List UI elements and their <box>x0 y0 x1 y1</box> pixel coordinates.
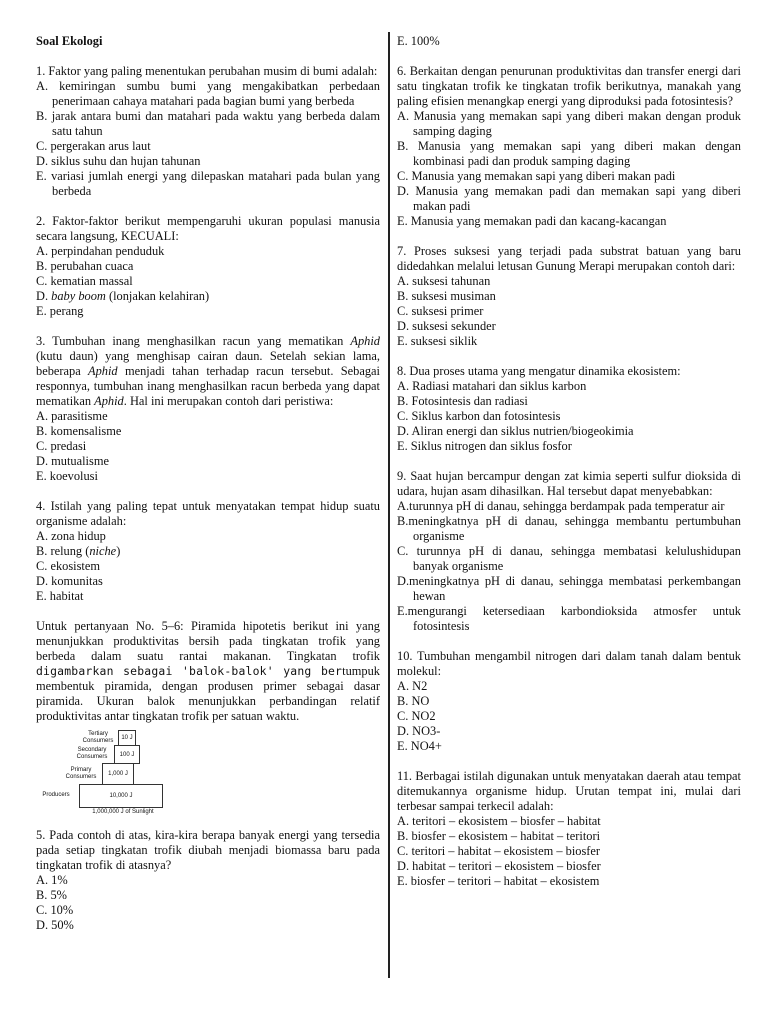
question-2-text: 2. Faktor-faktor berikut mempengaruhi ukuran populasi manusia secara langsung, KECUALI: <box>36 214 380 243</box>
question-6-option-d: D. Manusia yang memakan padi dan memakan sapi yang diberi makan padi <box>397 184 741 213</box>
question-9-option-c: C. turunnya pH di danau, sehingga membatasi kelulushidupan banyak organisme <box>397 544 741 573</box>
producers-block <box>79 784 163 808</box>
question-5-option-b: B. 5% <box>36 888 67 902</box>
question-2-option-c: C. kematian massal <box>36 274 133 288</box>
question-3-option-d: D. mutualisme <box>36 454 109 468</box>
question-8-option-e: E. Siklus nitrogen dan siklus fosfor <box>397 439 572 453</box>
question-11-option-d: D. habitat – teritori – ekosistem – biosfer <box>397 859 601 873</box>
question-10-option-a: A. N2 <box>397 679 428 693</box>
sunlight-label: 1,000,000 J of Sunlight <box>92 809 154 815</box>
secondary-consumers-block <box>114 745 140 764</box>
question-4-option-d: D. komunitas <box>36 574 103 588</box>
question-1-option-e: E. variasi jumlah energi yang dilepaskan matahari pada bulan yang berbeda <box>36 169 380 198</box>
question-2-option-b: B. perubahan cuaca <box>36 259 134 273</box>
question-6-option-b: B. Manusia yang memakan sapi yang diberi makan dengan kombinasi padi dan produk samping daging <box>397 139 741 168</box>
question-10-option-e: E. NO4+ <box>397 739 442 753</box>
question-11 <box>397 769 741 889</box>
tertiary-consumers-label: Tertiary Consumers <box>82 731 114 744</box>
question-4-option-a: A. zona hidup <box>36 529 106 543</box>
question-9 <box>397 469 741 634</box>
question-3-text: 3. Tumbuhan inang menghasilkan racun yang mematikan Aphid (kutu daun) yang menghisap cairan daun. Setelah sekian lama, beberapa Aphid menjadi tahan terhadap racun tersebut. Sebagai responnya, tumbuhan inang menghasilkan racun berbeda yang dapat mematikan Aphid. Hal ini merupakan contoh dari peristiwa: <box>36 334 380 408</box>
question-10 <box>397 649 741 754</box>
question-9-option-b: B.meningkatnya pH di danau, sehingga membantu pertumbuhan organisme <box>397 514 741 543</box>
tertiary-consumers-value: 10 J <box>121 735 133 741</box>
intro-5-6-text: Untuk pertanyaan No. 5–6: Piramida hipotetis berikut ini yang menunjukkan produktivitas bersih pada tingkatan trofik yang berbeda dalam suatu rantai makanan. Tingkatan trofik digambarkan sebagai 'balok-balok' yang bertumpuk membentuk piramida, dengan produsen primer sebagai dasar piramida. Ukuran balok menunjukkan perbandingan relatif produktivitas antar tingkatan trofik per satuan waktu. <box>36 619 380 723</box>
question-5-option-c: C. 10% <box>36 903 74 917</box>
question-8-option-a: A. Radiasi matahari dan siklus karbon <box>397 379 587 393</box>
page-title: Soal Ekologi <box>36 34 103 48</box>
question-7-option-e: E. suksesi siklik <box>397 334 478 348</box>
question-2 <box>36 214 380 319</box>
question-9-option-d: D.meningkatnya pH di danau, sehingga membatasi perkembangan hewan <box>397 574 741 603</box>
question-11-option-a: A. teritori – ekosistem – biosfer – habitat <box>397 814 601 828</box>
column-divider <box>388 32 390 978</box>
question-11-option-b: B. biosfer – ekosistem – habitat – teritori <box>397 829 601 843</box>
right-column <box>397 34 741 904</box>
producers-value: 10,000 J <box>109 793 133 799</box>
question-10-option-c: C. NO2 <box>397 709 436 723</box>
question-3-option-c: C. predasi <box>36 439 87 453</box>
primary-consumers-value: 1,000 J <box>108 771 128 777</box>
question-7-option-c: C. suksesi primer <box>397 304 484 318</box>
question-9-text: 9. Saat hujan bercampur dengan zat kimia seperti sulfur dioksida di udara, hujan asam dihasilkan. Hal tersebut dapat menyebabkan: <box>397 469 741 498</box>
question-8-option-d: D. Aliran energi dan siklus nutrien/biogeokimia <box>397 424 634 438</box>
question-1-option-c: C. pergerakan arus laut <box>36 139 151 153</box>
question-6-option-a: A. Manusia yang memakan sapi yang diberi makan dengan produk samping daging <box>397 109 741 138</box>
question-11-option-c: C. teritori – habitat – ekosistem – biosfer <box>397 844 601 858</box>
question-8-option-c: C. Siklus karbon dan fotosintesis <box>397 409 561 423</box>
question-3-option-b: B. komensalisme <box>36 424 122 438</box>
question-1-option-a: A. kemiringan sumbu bumi yang mengakibatkan perbedaan penerimaan cahaya matahari pada bagian bumi yang berbeda <box>36 79 380 108</box>
question-5-option-a: A. 1% <box>36 873 68 887</box>
energy-pyramid-figure <box>36 728 380 820</box>
question-10-text: 10. Tumbuhan mengambil nitrogen dari dalam tanah dalam bentuk molekul: <box>397 649 741 678</box>
question-6-text: 6. Berkaitan dengan penurunan produktivitas dan transfer energi dari satu tingkatan trofik ke tingkatan trofik berikutnya, manakah yang paling efisien menangkap energi yang diproduksi pada fotosintesis? <box>397 64 741 108</box>
question-2-option-a: A. perpindahan penduduk <box>36 244 165 258</box>
producers-label: Producers <box>42 792 70 798</box>
question-6-option-e: E. Manusia yang memakan padi dan kacang-kacangan <box>397 214 667 228</box>
tertiary-consumers-block <box>118 730 136 746</box>
question-8 <box>397 364 741 454</box>
question-1 <box>36 64 380 199</box>
question-5-text: 5. Pada contoh di atas, kira-kira berapa banyak energi yang tersedia pada setiap tingkatan trofik diubah menjadi biomassa baru pada tingkatan trofik di atasnya? <box>36 828 380 872</box>
secondary-consumers-label: Secondary Consumers <box>76 747 108 760</box>
question-7-option-a: A. suksesi tahunan <box>397 274 491 288</box>
question-4-text: 4. Istilah yang paling tepat untuk menyatakan tempat hidup suatu organisme adalah: <box>36 499 380 528</box>
question-2-option-d: D. baby boom (lonjakan kelahiran) <box>36 289 210 303</box>
primary-consumers-label: Primary Consumers <box>65 767 97 780</box>
question-7 <box>397 244 741 349</box>
question-1-text: 1. Faktor yang paling menentukan perubahan musim di bumi adalah: <box>36 64 378 78</box>
question-2-option-e: E. perang <box>36 304 84 318</box>
question-11-text: 11. Berbagai istilah digunakan untuk menyatakan daerah atau tempat ditemukannya organisme hidup. Urutan tempat ini, mulai dari terbesar sampai terkecil adalah: <box>397 769 741 813</box>
question-9-option-a: A.turunnya pH di danau, sehingga berdampak pada temperatur air <box>397 499 725 513</box>
question-7-text: 7. Proses suksesi yang terjadi pada substrat batuan yang baru didedahkan melalui letusan Gunung Merapi merupakan contoh dari: <box>397 244 741 273</box>
question-5-option-e: E. 100% <box>397 34 440 48</box>
question-11-option-e: E. biosfer – teritori – habitat – ekosistem <box>397 874 600 888</box>
question-4-option-e: E. habitat <box>36 589 84 603</box>
question-4 <box>36 499 380 604</box>
question-7-option-d: D. suksesi sekunder <box>397 319 496 333</box>
question-1-option-b: B. jarak antara bumi dan matahari pada waktu yang berbeda dalam satu tahun <box>36 109 380 138</box>
question-6-option-c: C. Manusia yang memakan sapi yang diberi makan padi <box>397 169 676 183</box>
question-10-option-b: B. NO <box>397 694 430 708</box>
question-4-option-c: C. ekosistem <box>36 559 101 573</box>
question-3 <box>36 334 380 484</box>
question-10-option-d: D. NO3- <box>397 724 441 738</box>
question-8-option-b: B. Fotosintesis dan radiasi <box>397 394 528 408</box>
question-6 <box>397 64 741 229</box>
question-3-option-e: E. koevolusi <box>36 469 98 483</box>
secondary-consumers-value: 100 J <box>119 751 135 758</box>
question-5-option-d: D. 50% <box>36 918 74 932</box>
question-5-continued <box>397 34 741 49</box>
question-7-option-b: B. suksesi musiman <box>397 289 496 303</box>
question-1-option-d: D. siklus suhu dan hujan tahunan <box>36 154 201 168</box>
question-9-option-e: E.mengurangi ketersediaan karbondioksida atmosfer untuk fotosintesis <box>397 604 741 633</box>
question-3-option-a: A. parasitisme <box>36 409 108 423</box>
left-column <box>36 34 380 933</box>
intro-5-6 <box>36 619 380 724</box>
primary-consumers-block <box>102 763 134 785</box>
question-4-option-b: B. relung (niche) <box>36 544 121 558</box>
question-5 <box>36 828 380 933</box>
question-8-text: 8. Dua proses utama yang mengatur dinamika ekosistem: <box>397 364 681 378</box>
